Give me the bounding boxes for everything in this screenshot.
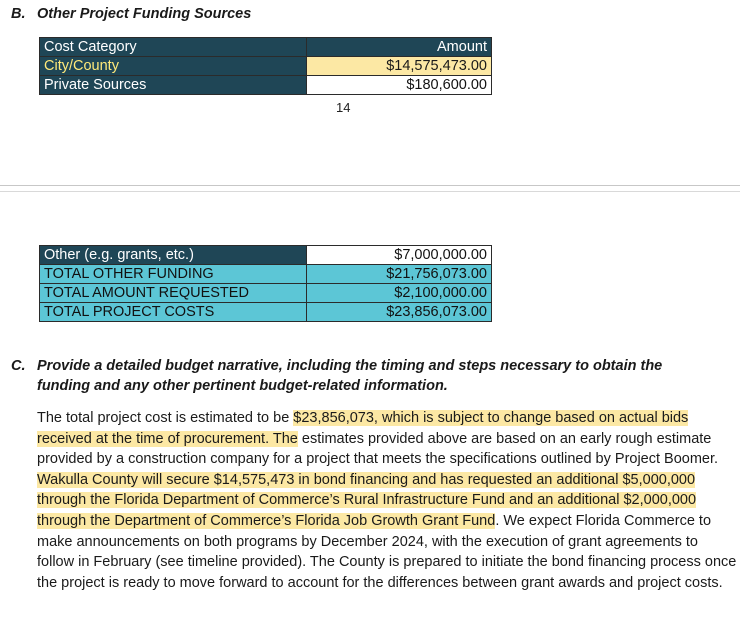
page-break-line-secondary [0,191,740,192]
section-c-title-line2: funding and any other pertinent budget-related information. [37,378,448,394]
row-value-total-other-funding: $21,756,073.00 [307,265,492,284]
narrative-text-2: estimates provided above are based on an early rough estimate provided by a construction company for a project that meets the specifications outlined by Project Boomer. [37,430,719,468]
row-label-private-sources: Private Sources [40,76,307,95]
budget-narrative-paragraph [37,408,737,593]
row-label-total-project-costs: TOTAL PROJECT COSTS [40,303,307,322]
table-row [40,246,492,265]
section-c-heading [11,358,662,374]
row-value-other: $7,000,000.00 [307,246,492,265]
row-label-total-other-funding: TOTAL OTHER FUNDING [40,265,307,284]
narrative-highlight-2: Wakulla County will secure $14,575,473 in bond financing and has requested an additional $5,000,000 through the Florida Department of Commerce’s Rural Infrastructure Fund and an additional $2,000,000 through the Department of Commerce’s Florida Job Growth Grant Fund [37,471,697,529]
section-c-letter: C. [11,358,26,374]
section-b-heading [11,6,251,22]
section-b-letter: B. [11,6,26,22]
row-label-total-amount-requested: TOTAL AMOUNT REQUESTED [40,284,307,303]
header-amount: Amount [307,38,492,57]
funding-sources-table [39,37,492,95]
row-label-city-county: City/County [40,57,307,76]
table-row [40,303,492,322]
row-label-other: Other (e.g. grants, etc.) [40,246,307,265]
table-row [40,57,492,76]
table-row [40,284,492,303]
section-b-title: Other Project Funding Sources [37,6,252,22]
section-c-heading-line2 [37,378,448,394]
funding-totals-table [39,245,492,322]
table-row [40,265,492,284]
narrative-highlight-1: $23,856,073, which is subject to change based on actual bids received at the time of procurement. The [37,410,689,447]
section-c-title-line1: Provide a detailed budget narrative, including the timing and steps necessary to obtain the [37,358,663,374]
row-value-private-sources: $180,600.00 [307,76,492,95]
header-cost-category: Cost Category [40,38,307,57]
page-break-line [0,185,740,186]
row-value-total-project-costs: $23,856,073.00 [307,303,492,322]
table-row [40,76,492,95]
page-number: 14 [336,100,351,115]
row-value-city-county: $14,575,473.00 [307,57,492,76]
row-value-total-amount-requested: $2,100,000.00 [307,284,492,303]
narrative-text-3: . We expect Florida Commerce to make announcements on both programs by December 2024, with the execution of grant agreements to follow in February (see timeline provided). The County is prepared to initiate the bond financing process once the project is ready to move forward to account for the differences between grant awards and project costs. [37,512,737,591]
narrative-text-1: The total project cost is estimated to be [37,410,294,426]
table-header-row [40,38,492,57]
